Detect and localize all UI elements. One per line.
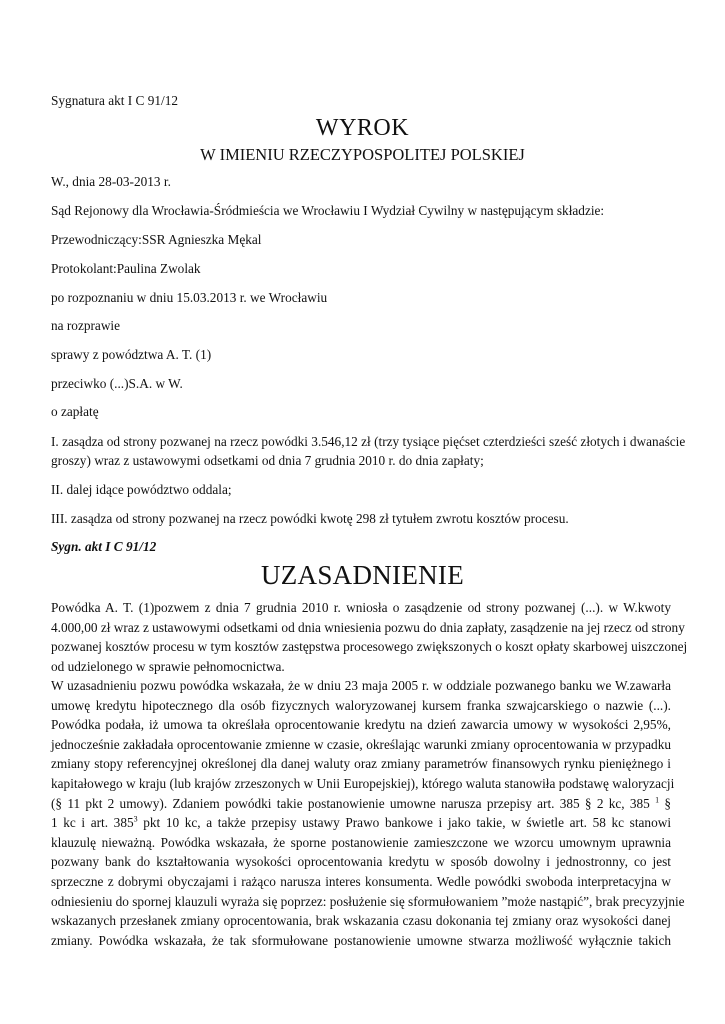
paragraph-line: klauzulę nieważną. Powódka wskazała, że sporne postanowienie zamieszczone we wzorcu umownym uprawnia (51, 834, 671, 850)
paragraph-text: 1 kc i art. 385 (51, 815, 134, 831)
superscript-1: 1 (655, 795, 660, 805)
justification-paragraph-1 (51, 598, 688, 676)
paragraph-line: zmiany. Powódka wskazała, że tak sformułowane postanowienie umowne stwarza możliwość wyłącznie takich (51, 932, 671, 948)
paragraph-text: pkt 10 kc, a także przepisy ustawy Prawo bankowe i jako takie, w świetle art. 58 kc stanowi (137, 815, 672, 831)
section-sign: § (664, 795, 672, 811)
verdict-title: WYROK (315, 115, 410, 141)
paragraph-line: odniesieniu do spornej klauzuli wyraża się poprzez: posłużenie się sformułowaniem ”może nastąpić”, brak precyzyjnie (51, 893, 685, 909)
case-defendant: przeciwko (...)S.A. w W. (51, 376, 183, 391)
paragraph-line: wskazanych przesłanek zmiany oprocentowania, brak wskazania czasu dokonania tej zmiany oraz wysokości danej (51, 913, 671, 929)
on-trial: na rozprawie (51, 318, 121, 333)
paragraph-line: od udzielonego w sprawie pełnomocnictwa. (51, 658, 285, 674)
paragraph-line: sprzeczne z dobrymi obyczajami i rażąco narusza interes konsumenta. Wedle powódki swoboda interpretacyjna w (51, 873, 671, 889)
paragraph-line: 4.000,00 zł wraz z ustawowymi odsetkami od dnia wniesienia pozwu do dnia zapłaty, zasądzenie na jej rzecz od strony (51, 619, 685, 635)
paragraph-line-with-superscript (51, 794, 671, 814)
verdict-item-1-line-2: groszy) wraz z ustawowymi odsetkami od dnia 7 grudnia 2010 r. do dnia zapłaty; (51, 453, 484, 468)
justification-signature: Sygn. akt I C 91/12 (51, 539, 157, 554)
hearing-date: po rozpoznaniu w dniu 15.03.2013 r. we Wrocławiu (51, 290, 328, 305)
verdict-item-2: II. dalej idące powództwo oddala; (51, 482, 232, 497)
paragraph-line: zmiany stopy referencyjnej określonej dla danej waluty oraz zmiany parametrów finansowych rynku pieniężnego i (51, 756, 671, 772)
verdict-subtitle: W IMIENIU RZECZYPOSPOLITEJ POLSKIEJ (200, 145, 525, 164)
paragraph-line: kapitałowego w kraju (lub krajów zrzeszonych w Unii Europejskiej), którego waluta stanowiła podstawę waloryzacji (51, 775, 675, 791)
justification-title: UZASADNIENIE (260, 560, 465, 590)
court-chair: Przewodniczący:SSR Agnieszka Mękal (51, 232, 262, 247)
paragraph-text: (§ 11 pkt 2 umowy). Zdaniem powódki takie postanowienie umowne narusza przepisy art. 385 § 2 kc, 385 (51, 795, 650, 811)
verdict-date: W., dnia 28-03-2013 r. (51, 174, 171, 189)
paragraph-line: pozwany bank do kształtowania wysokości oprocentowania kredytu w sposób dowolny i jednostronny, co jest (51, 854, 671, 870)
paragraph-line: jednocześnie zakładała oprocentowanie zmienne w czasie, określając warunki zmiany oprocentowania w przypadku (51, 736, 671, 752)
verdict-item-3: III. zasądza od strony pozwanej na rzecz powódki kwotę 298 zł tytułem zwrotu kosztów procesu. (51, 511, 569, 526)
paragraph-line: umowę kredytu hipotecznego dla osób fizycznych waloryzowanej kursem franka szwajcarskiego o nazwie (...). (51, 697, 671, 713)
case-signature: Sygnatura akt I C 91/12 (51, 93, 179, 108)
case-subject: o zapłatę (51, 404, 99, 419)
paragraph-line: W uzasadnieniu pozwu powódka wskazała, że w dniu 23 maja 2005 r. w oddziale pozwanego banku we W.zawarła (51, 678, 671, 693)
superscript-3: 3 (133, 814, 138, 824)
paragraph-line: Powódka podała, iż umowa ta określała oprocentowanie kredytu na dzień zawarcia umowy w wysokości 2,95%, (51, 717, 671, 733)
case-plaintiff: sprawy z powództwa A. T. (1) (51, 347, 212, 362)
court-clerk: Protokolant:Paulina Zwolak (51, 261, 201, 276)
court-composition: Sąd Rejonowy dla Wrocławia-Śródmieścia we Wrocławiu I Wydział Cywilny w następującym składzie: (51, 203, 605, 218)
paragraph-line: pozwanej kosztów procesu w tym kosztów zastępstwa procesowego zwiększonych o koszt opłaty skarbowej uiszczonej (51, 639, 688, 655)
justification-paragraph-2 (51, 676, 685, 950)
paragraph-line: Powódka A. T. (1)pozwem z dnia 7 grudnia 2010 r. wniosła o zasądzenie od strony pozwanej (...). w W.kwoty (51, 600, 671, 615)
paragraph-line-with-superscript (51, 813, 671, 833)
verdict-item-1-line-1: I. zasądza od strony pozwanej na rzecz powódki 3.546,12 zł (trzy tysiące pięćset czterdzieści sześć złotych i dwanaście (51, 434, 686, 449)
